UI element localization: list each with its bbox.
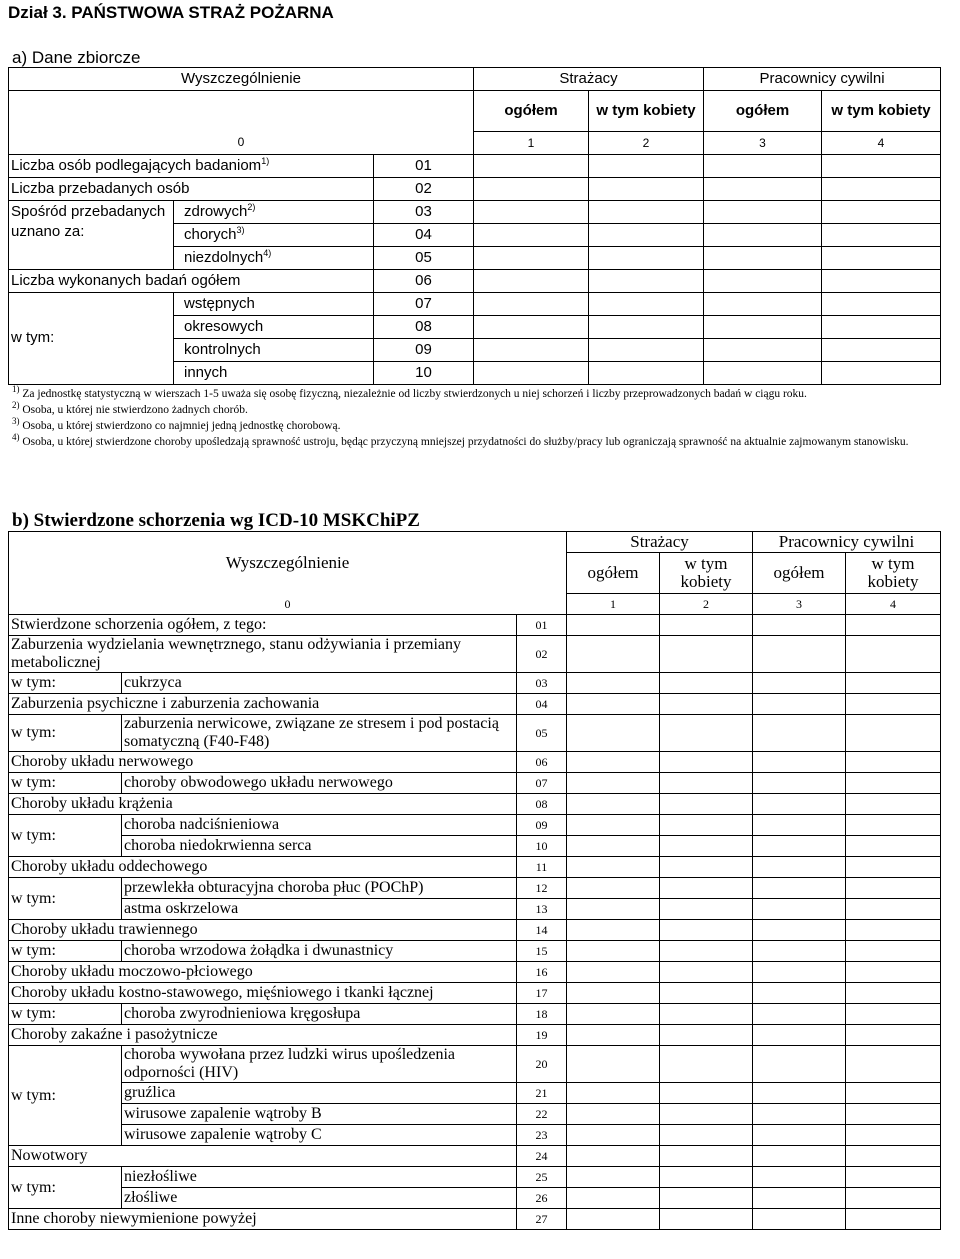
row-code: 06: [374, 269, 474, 292]
input-cell[interactable]: [822, 292, 941, 315]
input-cell[interactable]: [589, 361, 704, 384]
input-cell[interactable]: [660, 836, 753, 857]
row-sublabel: gruźlica: [122, 1083, 517, 1104]
input-cell[interactable]: [753, 857, 846, 878]
input-cell[interactable]: [567, 983, 660, 1004]
table-row: [9, 962, 941, 983]
header-civilians: Pracownicy cywilni: [753, 532, 941, 553]
table-row: [9, 1104, 941, 1125]
input-cell[interactable]: [567, 857, 660, 878]
input-cell[interactable]: [822, 315, 941, 338]
input-cell[interactable]: [753, 1146, 846, 1167]
table-row: [9, 836, 941, 857]
row-label: Choroby układu krążenia: [9, 794, 517, 815]
row-sublabel: wirusowe zapalenie wątroby C: [122, 1125, 517, 1146]
input-cell[interactable]: [704, 361, 822, 384]
input-cell[interactable]: [822, 269, 941, 292]
wtym-label: w tym:: [9, 1004, 122, 1025]
table-row: [9, 857, 941, 878]
table-row: [9, 1167, 941, 1188]
row-code: 07: [517, 773, 567, 794]
input-cell[interactable]: [846, 899, 941, 920]
input-cell[interactable]: [846, 962, 941, 983]
row-sublabel: niezłośliwe: [122, 1167, 517, 1188]
row-code: 05: [517, 715, 567, 752]
input-cell[interactable]: [822, 223, 941, 246]
input-cell[interactable]: [846, 1125, 941, 1146]
input-cell[interactable]: [660, 1004, 753, 1025]
input-cell[interactable]: [567, 1083, 660, 1104]
input-cell[interactable]: [753, 983, 846, 1004]
row-code: 07: [374, 292, 474, 315]
footnote: $^{2)}$ Osoba, u której nie stwierdzono żadnych chorób.: [12, 400, 248, 416]
input-cell[interactable]: [846, 878, 941, 899]
input-cell[interactable]: [753, 920, 846, 941]
row-code: 19: [517, 1025, 567, 1046]
table-row: [9, 878, 941, 899]
input-cell[interactable]: [846, 615, 941, 636]
input-cell[interactable]: [660, 673, 753, 694]
table-row: [9, 715, 941, 752]
input-cell[interactable]: [567, 920, 660, 941]
row-code: 02: [374, 177, 474, 200]
row-label: Choroby układu nerwowego: [9, 752, 517, 773]
input-cell[interactable]: [589, 338, 704, 361]
input-cell[interactable]: [589, 315, 704, 338]
input-cell[interactable]: [474, 361, 589, 384]
row-sublabel: choroba wywołana przez ludzki wirus upośledzenia odporności (HIV): [122, 1046, 517, 1083]
section-b-title: b) Stwierdzone schorzenia wg ICD-10 MSKChiPZ: [12, 510, 420, 531]
input-cell[interactable]: [660, 899, 753, 920]
row-label: Choroby układu oddechowego: [9, 857, 517, 878]
row-sublabel: zaburzenia nerwicowe, związane ze stresem i pod postacią somatyczną (F40-F48): [122, 715, 517, 752]
input-cell[interactable]: [846, 1004, 941, 1025]
input-cell[interactable]: [704, 200, 822, 223]
row-code: 10: [374, 361, 474, 384]
input-cell[interactable]: [567, 773, 660, 794]
input-cell[interactable]: [660, 1188, 753, 1209]
input-cell[interactable]: [567, 1167, 660, 1188]
input-cell[interactable]: [822, 246, 941, 269]
input-cell[interactable]: [589, 269, 704, 292]
input-cell[interactable]: [660, 694, 753, 715]
input-cell[interactable]: [589, 246, 704, 269]
row-sublabel: wirusowe zapalenie wątroby B: [122, 1104, 517, 1125]
col-num-1: 1: [474, 131, 589, 154]
row-code: 01: [374, 154, 474, 177]
input-cell[interactable]: [567, 694, 660, 715]
input-cell[interactable]: [567, 1046, 660, 1083]
input-cell[interactable]: [846, 1104, 941, 1125]
row-label: Choroby układu moczowo-płciowego: [9, 962, 517, 983]
row-sublabel: złośliwe: [122, 1188, 517, 1209]
col-num-0: 0: [9, 594, 567, 615]
input-cell[interactable]: [846, 1209, 941, 1230]
input-cell[interactable]: [660, 773, 753, 794]
input-cell[interactable]: [704, 338, 822, 361]
row-code: 16: [517, 962, 567, 983]
row-code: 27: [517, 1209, 567, 1230]
input-cell[interactable]: [567, 1188, 660, 1209]
header-civ-total: ogółem: [704, 91, 822, 132]
input-cell[interactable]: [846, 815, 941, 836]
row-label: chorych$^{3)}$: [174, 223, 374, 246]
footnotes: [12, 384, 942, 451]
row-code: 17: [517, 983, 567, 1004]
input-cell[interactable]: [753, 1046, 846, 1083]
header-civ-women: w tym kobiety: [846, 553, 941, 594]
input-cell[interactable]: [753, 1188, 846, 1209]
input-cell[interactable]: [753, 636, 846, 673]
input-cell[interactable]: [704, 177, 822, 200]
diseases-table: [8, 531, 941, 1230]
table-row: [9, 1004, 941, 1025]
page-title: Dział 3. PAŃSTWOWA STRAŻ POŻARNA: [8, 3, 334, 22]
table-row: [9, 636, 941, 673]
header-ff-total: ogółem: [567, 553, 660, 594]
input-cell[interactable]: [846, 794, 941, 815]
col-num-3: 3: [704, 131, 822, 154]
input-cell[interactable]: [567, 836, 660, 857]
input-cell[interactable]: [589, 154, 704, 177]
input-cell[interactable]: [846, 1083, 941, 1104]
input-cell[interactable]: [567, 715, 660, 752]
input-cell[interactable]: [846, 836, 941, 857]
wtym-label: w tym:: [9, 715, 122, 752]
row-code: 11: [517, 857, 567, 878]
input-cell[interactable]: [567, 962, 660, 983]
table-row: [9, 673, 941, 694]
row-code: 03: [517, 673, 567, 694]
header-civ-women: w tym kobiety: [822, 91, 941, 132]
row-label: Choroby układu kostno-stawowego, mięśniowego i tkanki łącznej: [9, 983, 517, 1004]
input-cell[interactable]: [753, 752, 846, 773]
input-cell[interactable]: [704, 315, 822, 338]
wtym-label: w tym:: [9, 1167, 122, 1209]
row-sublabel: choroba zwyrodnieniowa kręgosłupa: [122, 1004, 517, 1025]
row-code: 02: [517, 636, 567, 673]
header-firefighters: Strażacy: [474, 68, 704, 91]
input-cell[interactable]: [846, 694, 941, 715]
input-cell[interactable]: [589, 177, 704, 200]
input-cell[interactable]: [474, 200, 589, 223]
header-civilians: Pracownicy cywilni: [704, 68, 941, 91]
input-cell[interactable]: [474, 315, 589, 338]
input-cell[interactable]: [753, 715, 846, 752]
col-num-2: 2: [589, 131, 704, 154]
row-code: 12: [517, 878, 567, 899]
input-cell[interactable]: [846, 773, 941, 794]
table-row: [9, 1025, 941, 1046]
row-code: 20: [517, 1046, 567, 1083]
input-cell[interactable]: [660, 920, 753, 941]
table-row: [9, 694, 941, 715]
input-cell[interactable]: [753, 1004, 846, 1025]
row-label: okresowych: [174, 315, 374, 338]
input-cell[interactable]: [660, 1209, 753, 1230]
section-a-title: a) Dane zbiorcze: [12, 48, 141, 67]
row-label: Stwierdzone schorzenia ogółem, z tego:: [9, 615, 517, 636]
wtym-label: w tym:: [9, 292, 174, 384]
row-code: 18: [517, 1004, 567, 1025]
header-firefighters: Strażacy: [567, 532, 753, 553]
input-cell[interactable]: [567, 941, 660, 962]
row-code: 14: [517, 920, 567, 941]
row-sublabel: choroba nadciśnieniowa: [122, 815, 517, 836]
input-cell[interactable]: [846, 1025, 941, 1046]
input-cell[interactable]: [660, 878, 753, 899]
table-row: [9, 752, 941, 773]
table-row: [9, 1083, 941, 1104]
input-cell[interactable]: [567, 794, 660, 815]
input-cell[interactable]: [660, 1125, 753, 1146]
input-cell[interactable]: [474, 292, 589, 315]
input-cell[interactable]: [822, 154, 941, 177]
group-label: Spośród przebadanych uznano za:: [9, 200, 174, 269]
wtym-label: w tym:: [9, 815, 122, 857]
input-cell[interactable]: [660, 1025, 753, 1046]
col-num-0: 0: [9, 131, 474, 154]
input-cell[interactable]: [846, 1188, 941, 1209]
input-cell[interactable]: [660, 715, 753, 752]
row-code: 08: [517, 794, 567, 815]
input-cell[interactable]: [846, 715, 941, 752]
row-code: 25: [517, 1167, 567, 1188]
header-spec: Wyszczególnienie: [9, 532, 567, 594]
input-cell[interactable]: [660, 962, 753, 983]
table-row: [9, 773, 941, 794]
input-cell[interactable]: [753, 1025, 846, 1046]
input-cell[interactable]: [660, 752, 753, 773]
row-label: Nowotwory: [9, 1146, 517, 1167]
input-cell[interactable]: [846, 1046, 941, 1083]
input-cell[interactable]: [589, 223, 704, 246]
input-cell[interactable]: [660, 1046, 753, 1083]
input-cell[interactable]: [567, 1104, 660, 1125]
input-cell[interactable]: [567, 615, 660, 636]
input-cell[interactable]: [567, 1004, 660, 1025]
col-num-4: 4: [846, 594, 941, 615]
input-cell[interactable]: [846, 673, 941, 694]
row-label: Inne choroby niewymienione powyżej: [9, 1209, 517, 1230]
header-spec: Wyszczególnienie: [9, 68, 474, 91]
row-label: Zaburzenia wydzielania wewnętrznego, stanu odżywiania i przemiany metabolicznej: [9, 636, 517, 673]
input-cell[interactable]: [567, 1209, 660, 1230]
input-cell[interactable]: [846, 1167, 941, 1188]
row-code: 15: [517, 941, 567, 962]
input-cell[interactable]: [846, 1146, 941, 1167]
footnote: $^{1)}$ Za jednostkę statystyczną w wierszach 1-5 uważa się osobę fizyczną, niezależnie od liczby stwierdzonych u niej schorzeń i liczby przeprowadzonych badań w ciągu roku.: [12, 384, 807, 400]
table-row: [9, 1188, 941, 1209]
input-cell[interactable]: [704, 269, 822, 292]
row-label: Choroby zakaźne i pasożytnicze: [9, 1025, 517, 1046]
header-ff-women: w tym kobiety: [589, 91, 704, 132]
row-code: 08: [374, 315, 474, 338]
input-cell[interactable]: [660, 815, 753, 836]
table-row: [9, 1209, 941, 1230]
input-cell[interactable]: [753, 1167, 846, 1188]
table-row: [9, 615, 941, 636]
summary-table: [8, 67, 941, 385]
row-label: Choroby układu trawiennego: [9, 920, 517, 941]
row-code: 26: [517, 1188, 567, 1209]
table-row: [9, 941, 941, 962]
table-row: [9, 1125, 941, 1146]
table-row: [9, 1046, 941, 1083]
input-cell[interactable]: [822, 361, 941, 384]
input-cell[interactable]: [704, 154, 822, 177]
row-sublabel: choroba wrzodowa żołądka i dwunastnicy: [122, 941, 517, 962]
row-code: 04: [374, 223, 474, 246]
input-cell[interactable]: [567, 636, 660, 673]
input-cell[interactable]: [567, 673, 660, 694]
row-code: 01: [517, 615, 567, 636]
row-code: 21: [517, 1083, 567, 1104]
row-label: kontrolnych: [174, 338, 374, 361]
input-cell[interactable]: [474, 246, 589, 269]
input-cell[interactable]: [753, 815, 846, 836]
input-cell[interactable]: [567, 1146, 660, 1167]
input-cell[interactable]: [753, 773, 846, 794]
header-ff-women: w tym kobiety: [660, 553, 753, 594]
row-code: 05: [374, 246, 474, 269]
input-cell[interactable]: [660, 1146, 753, 1167]
table-row: [9, 920, 941, 941]
table-row: [9, 815, 941, 836]
row-sublabel: astma oskrzelowa: [122, 899, 517, 920]
row-code: 10: [517, 836, 567, 857]
row-label: Liczba wykonanych badań ogółem: [9, 269, 374, 292]
row-code: 03: [374, 200, 474, 223]
input-cell[interactable]: [474, 177, 589, 200]
row-code: 22: [517, 1104, 567, 1125]
input-cell[interactable]: [567, 899, 660, 920]
wtym-label: w tym:: [9, 878, 122, 920]
row-code: 09: [374, 338, 474, 361]
input-cell[interactable]: [753, 673, 846, 694]
input-cell[interactable]: [474, 223, 589, 246]
row-sublabel: choroby obwodowego układu nerwowego: [122, 773, 517, 794]
row-sublabel: cukrzyca: [122, 673, 517, 694]
input-cell[interactable]: [846, 857, 941, 878]
input-cell[interactable]: [704, 246, 822, 269]
header-civ-total: ogółem: [753, 553, 846, 594]
input-cell[interactable]: [660, 941, 753, 962]
input-cell[interactable]: [846, 752, 941, 773]
header-ff-total: ogółem: [474, 91, 589, 132]
row-label: innych: [174, 361, 374, 384]
input-cell[interactable]: [567, 815, 660, 836]
input-cell[interactable]: [753, 1209, 846, 1230]
footnote: $^{3)}$ Osoba, u której stwierdzono co najmniej jedną jednostkę chorobową.: [12, 416, 341, 432]
input-cell[interactable]: [660, 1083, 753, 1104]
input-cell[interactable]: [567, 1125, 660, 1146]
table-row: [9, 794, 941, 815]
row-label: zdrowych$^{2)}$: [174, 200, 374, 223]
footnote: $^{4)}$ Osoba, u której stwierdzone choroby upośledzają sprawność ustroju, będąc przyczyną mniejszej przydatności do służby/pracy lub ograniczają sprawność na aktualnie zajmowanym stanowisku.: [12, 432, 909, 448]
input-cell[interactable]: [567, 1025, 660, 1046]
input-cell[interactable]: [567, 752, 660, 773]
row-code: 09: [517, 815, 567, 836]
input-cell[interactable]: [660, 1104, 753, 1125]
input-cell[interactable]: [567, 878, 660, 899]
col-num-4: 4: [822, 131, 941, 154]
input-cell[interactable]: [474, 338, 589, 361]
input-cell[interactable]: [660, 1167, 753, 1188]
row-code: 23: [517, 1125, 567, 1146]
wtym-label: w tym:: [9, 773, 122, 794]
input-cell[interactable]: [846, 941, 941, 962]
table-row: [9, 899, 941, 920]
col-num-2: 2: [660, 594, 753, 615]
input-cell[interactable]: [846, 983, 941, 1004]
row-sublabel: choroba niedokrwienna serca: [122, 836, 517, 857]
input-cell[interactable]: [753, 615, 846, 636]
input-cell[interactable]: [753, 836, 846, 857]
input-cell[interactable]: [822, 200, 941, 223]
input-cell[interactable]: [822, 177, 941, 200]
input-cell[interactable]: [753, 1125, 846, 1146]
input-cell[interactable]: [753, 962, 846, 983]
col-num-1: 1: [567, 594, 660, 615]
input-cell[interactable]: [660, 636, 753, 673]
input-cell[interactable]: [753, 794, 846, 815]
input-cell[interactable]: [704, 292, 822, 315]
input-cell[interactable]: [753, 899, 846, 920]
row-code: 24: [517, 1146, 567, 1167]
row-label: wstępnych: [174, 292, 374, 315]
input-cell[interactable]: [660, 983, 753, 1004]
input-cell[interactable]: [822, 338, 941, 361]
input-cell[interactable]: [704, 223, 822, 246]
input-cell[interactable]: [474, 269, 589, 292]
input-cell[interactable]: [589, 292, 704, 315]
input-cell[interactable]: [846, 920, 941, 941]
input-cell[interactable]: [753, 941, 846, 962]
row-label: Zaburzenia psychiczne i zaburzenia zachowania: [9, 694, 517, 715]
input-cell[interactable]: [753, 878, 846, 899]
table-row: [9, 983, 941, 1004]
table-row: [9, 1146, 941, 1167]
input-cell[interactable]: [846, 636, 941, 673]
col-num-3: 3: [753, 594, 846, 615]
wtym-label: w tym:: [9, 673, 122, 694]
wtym-label: w tym:: [9, 941, 122, 962]
input-cell[interactable]: [589, 200, 704, 223]
row-label: Liczba przebadanych osób: [9, 177, 374, 200]
row-code: 06: [517, 752, 567, 773]
input-cell[interactable]: [660, 857, 753, 878]
input-cell[interactable]: [753, 1083, 846, 1104]
input-cell[interactable]: [753, 694, 846, 715]
input-cell[interactable]: [474, 154, 589, 177]
row-sublabel: przewlekła obturacyjna choroba płuc (POChP): [122, 878, 517, 899]
input-cell[interactable]: [660, 615, 753, 636]
row-code: 04: [517, 694, 567, 715]
wtym-label: w tym:: [9, 1046, 122, 1146]
input-cell[interactable]: [753, 1104, 846, 1125]
row-label: Liczba osób podlegających badaniom$^{1)}$: [9, 154, 374, 177]
input-cell[interactable]: [660, 794, 753, 815]
row-label: niezdolnych$^{4)}$: [174, 246, 374, 269]
row-code: 13: [517, 899, 567, 920]
